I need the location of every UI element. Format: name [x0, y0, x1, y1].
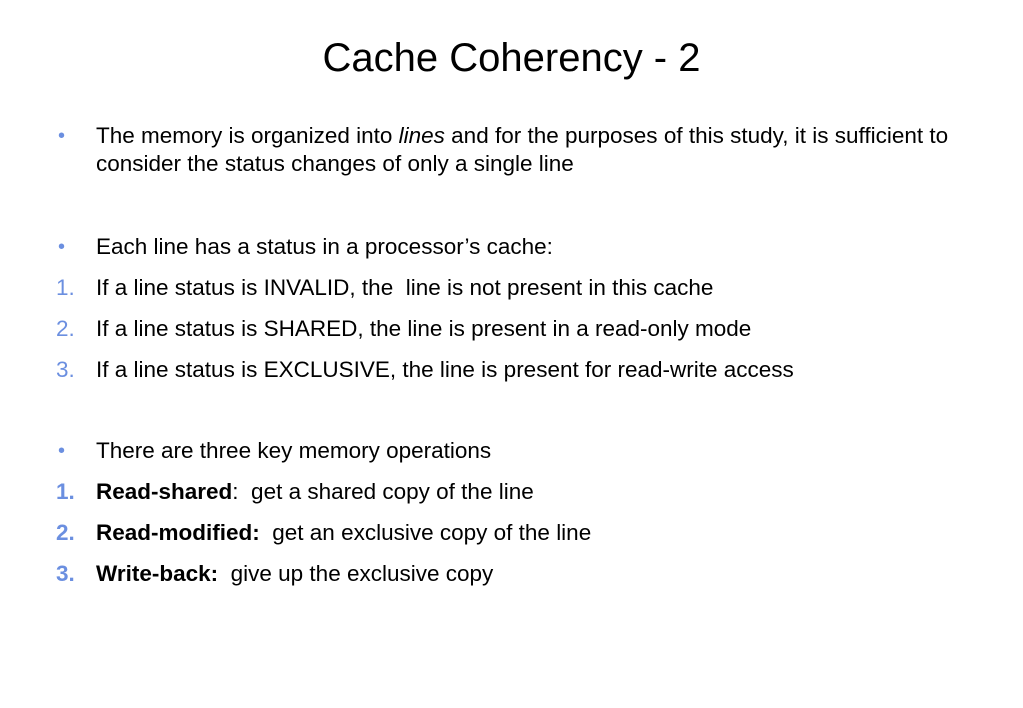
list-number: 3.	[56, 357, 75, 382]
operation-desc: get an exclusive copy of the line	[259, 520, 592, 545]
intro-text-after: and for the purposes of this study, it is sufficient to consider the status changes of only a single line	[96, 123, 949, 176]
list-number: 3.	[56, 561, 75, 586]
operation-term: Write-back:	[96, 561, 219, 586]
status-item-text: If a line status is SHARED, the line is present in a read-only mode	[96, 316, 752, 341]
operation-term: Read-modified:	[96, 520, 260, 545]
list-number: 2.	[56, 316, 75, 341]
intro-text-before: The memory is organized into	[96, 123, 399, 148]
operation-term: Read-shared	[96, 479, 233, 504]
bullet-marker: •	[58, 440, 66, 462]
bullet-marker: •	[58, 236, 66, 258]
operations-heading: There are three key memory operations	[96, 438, 492, 463]
slide-title: Cache Coherency - 2	[322, 36, 701, 80]
list-number: 1.	[56, 479, 75, 504]
intro-text	[96, 122, 966, 178]
list-number: 1.	[56, 275, 75, 300]
status-item-text: If a line status is INVALID, the line is not present in this cache	[96, 275, 714, 300]
intro-text-italic: lines	[398, 123, 445, 148]
operation-desc: : get a shared copy of the line	[232, 479, 534, 504]
operation-desc: give up the exclusive copy	[218, 561, 494, 586]
operation-item-text	[96, 478, 966, 506]
bullet-marker: •	[58, 125, 66, 147]
operation-item-text	[96, 519, 966, 547]
status-item-text: If a line status is EXCLUSIVE, the line is present for read-write access	[96, 357, 794, 382]
status-heading: Each line has a status in a processor’s cache:	[96, 234, 553, 259]
list-number: 2.	[56, 520, 75, 545]
operation-item-text	[96, 560, 966, 588]
